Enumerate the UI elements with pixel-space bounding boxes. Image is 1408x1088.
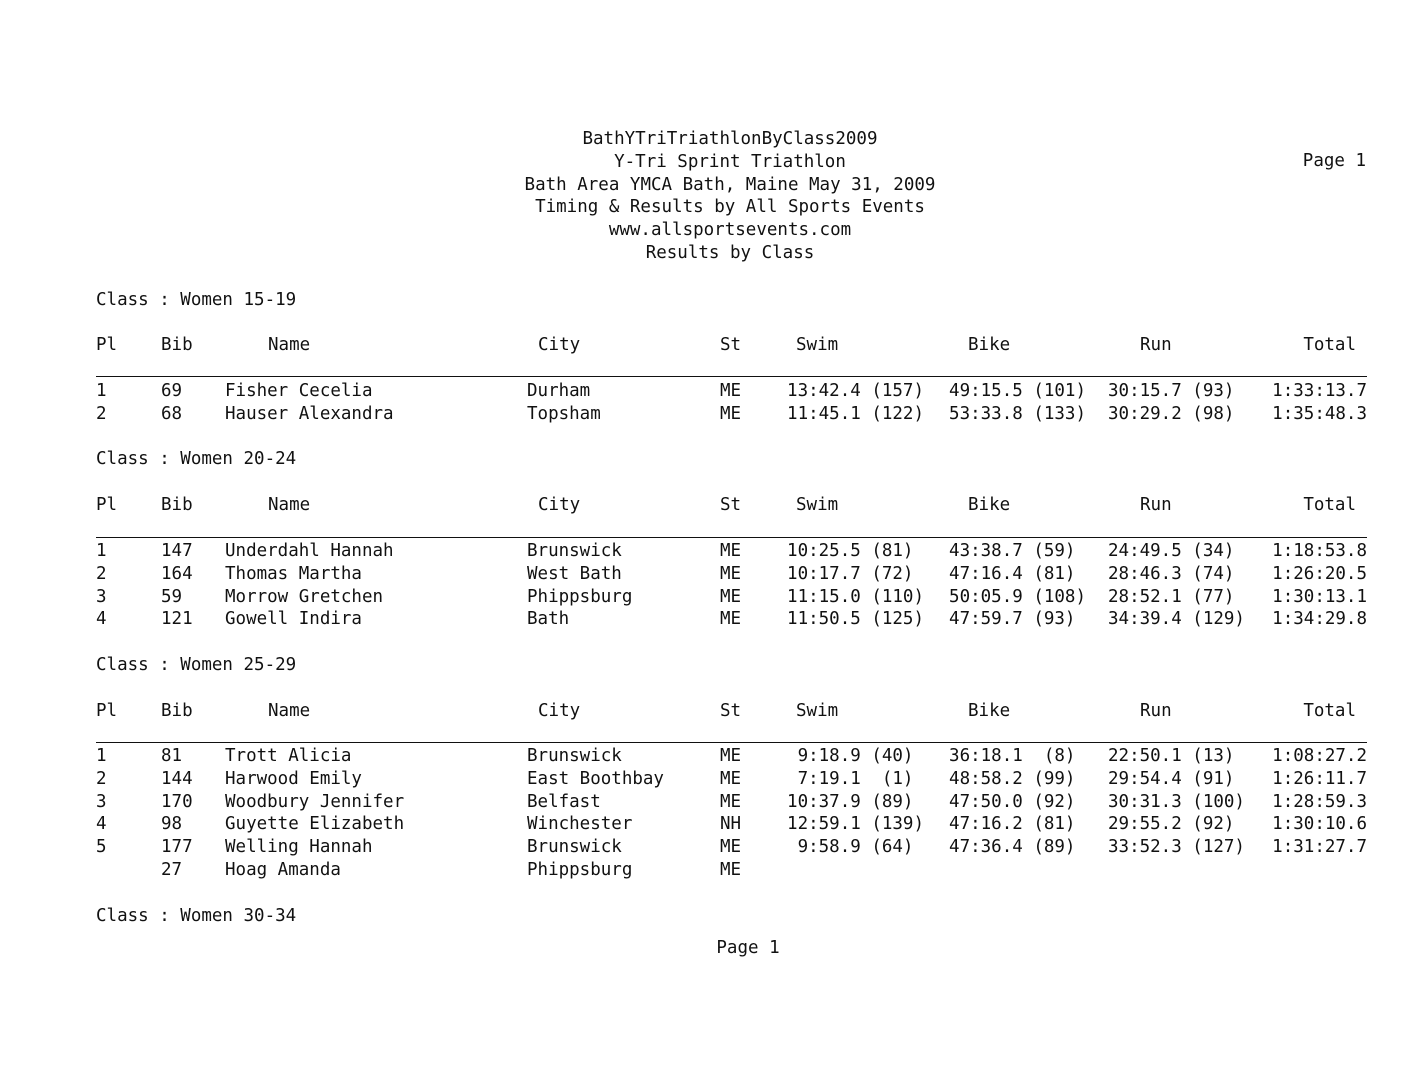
table-cell-pl: 1 bbox=[96, 746, 107, 766]
table-cell-run: 28:52.1 (77) bbox=[1108, 586, 1235, 607]
table-cell-run: 30:29.2 (98) bbox=[1108, 403, 1235, 424]
table-cell-city: Phippsburg bbox=[527, 860, 633, 880]
table-cell-run: 29:54.4 (91) bbox=[1108, 768, 1235, 789]
header-rule bbox=[96, 376, 1367, 377]
column-header-run: Run bbox=[1140, 495, 1172, 515]
table-cell-st: ME bbox=[720, 563, 742, 584]
table-cell-bike: 48:58.2 (99) bbox=[949, 768, 1086, 789]
report-header bbox=[430, 128, 1030, 265]
table-cell-bike: 43:38.7 (59) bbox=[949, 541, 1086, 561]
column-header-total: Total bbox=[1303, 335, 1356, 355]
table-cell-name: Fisher Cecelia bbox=[225, 381, 373, 401]
table-cell-name: Hoag Amanda bbox=[225, 860, 341, 880]
table-cell-bib: 164 bbox=[161, 563, 193, 584]
table-cell-swim: 10:25.5 (81) bbox=[787, 541, 924, 561]
table-cell-city: Brunswick bbox=[527, 746, 622, 766]
table-cell-pl: 3 bbox=[96, 586, 107, 607]
table-cell-name: Woodbury Jennifer bbox=[225, 791, 405, 812]
table-cell-swim: 9:18.9 (40) bbox=[797, 746, 924, 766]
table-cell-name: Morrow Gretchen bbox=[225, 586, 384, 607]
column-header-run: Run bbox=[1140, 335, 1172, 355]
table-cell-bib: 69 bbox=[161, 381, 183, 401]
table-cell-bib: 170 bbox=[161, 791, 193, 812]
table-cell-run: 24:49.5 (34) bbox=[1108, 541, 1235, 561]
table-cell-name: Welling Hannah bbox=[225, 837, 373, 858]
table-cell-city: Brunswick bbox=[527, 541, 622, 561]
table-cell-st: ME bbox=[720, 381, 742, 401]
table-cell-st: ME bbox=[720, 541, 742, 561]
column-header-bib: Bib bbox=[161, 701, 193, 721]
column-header-total: Total bbox=[1303, 701, 1356, 721]
page-number-footer: Page 1 bbox=[716, 938, 780, 958]
column-header-run: Run bbox=[1140, 701, 1172, 721]
column-header-name: Name bbox=[268, 701, 311, 721]
timing-credit: Timing & Results by All Sports Events bbox=[535, 197, 925, 218]
column-header-city: City bbox=[538, 495, 581, 515]
column-header-city: City bbox=[538, 335, 581, 355]
table-cell-swim: 11:45.1 (122) bbox=[787, 403, 924, 424]
table-cell-bike: 47:50.0 (92) bbox=[949, 791, 1086, 812]
table-cell-bib: 144 bbox=[161, 768, 193, 789]
table-cell-st: NH bbox=[720, 814, 742, 835]
class-title: Class : Women 30-34 bbox=[96, 906, 297, 926]
event-name: Y-Tri Sprint Triathlon bbox=[614, 151, 846, 172]
table-cell-name: Gowell Indira bbox=[225, 609, 362, 630]
table-cell-run: 30:15.7 (93) bbox=[1108, 381, 1235, 401]
table-cell-bib: 147 bbox=[161, 541, 193, 561]
table-cell-bike: 47:16.2 (81) bbox=[949, 814, 1086, 835]
table-cell-pl: 4 bbox=[96, 814, 107, 835]
table-cell-total: 1:26:11.7 bbox=[1272, 768, 1367, 789]
column-header-st: St bbox=[720, 495, 742, 515]
table-cell-total: 1:08:27.2 bbox=[1272, 746, 1367, 766]
column-header-total: Total bbox=[1303, 495, 1356, 515]
column-header-st: St bbox=[720, 701, 742, 721]
report-subtitle: Results by Class bbox=[645, 242, 815, 263]
table-cell-total: 1:33:13.7 bbox=[1272, 381, 1367, 401]
table-cell-city: Belfast bbox=[527, 791, 601, 812]
table-cell-swim: 11:50.5 (125) bbox=[787, 609, 924, 630]
table-cell-name: Trott Alicia bbox=[225, 746, 352, 766]
table-cell-bike: 47:16.4 (81) bbox=[949, 563, 1086, 584]
table-cell-total: 1:26:20.5 bbox=[1272, 563, 1367, 584]
table-cell-pl: 1 bbox=[96, 541, 107, 561]
report-title: BathYTriTriathlonByClass2009 bbox=[582, 129, 878, 149]
table-cell-total: 1:18:53.8 bbox=[1272, 541, 1367, 561]
table-cell-st: ME bbox=[720, 768, 742, 789]
table-cell-bib: 177 bbox=[161, 837, 193, 858]
table-cell-city: Topsham bbox=[527, 403, 601, 424]
table-cell-city: Winchester bbox=[527, 814, 633, 835]
table-cell-swim: 9:58.9 (64) bbox=[797, 837, 924, 858]
column-header-swim: Swim bbox=[796, 335, 839, 355]
table-cell-total: 1:31:27.7 bbox=[1272, 837, 1367, 858]
table-cell-run: 33:52.3 (127) bbox=[1108, 837, 1245, 858]
column-header-city: City bbox=[538, 701, 581, 721]
table-cell-city: Durham bbox=[527, 381, 591, 401]
table-cell-city: West Bath bbox=[527, 563, 622, 584]
table-cell-bike: 47:36.4 (89) bbox=[949, 837, 1086, 858]
table-cell-run: 22:50.1 (13) bbox=[1108, 746, 1235, 766]
table-cell-name: Thomas Martha bbox=[225, 563, 362, 584]
class-title: Class : Women 20-24 bbox=[96, 449, 297, 469]
column-header-swim: Swim bbox=[796, 495, 839, 515]
column-header-st: St bbox=[720, 335, 742, 355]
table-cell-bike: 53:33.8 (133) bbox=[949, 403, 1086, 424]
column-header-bike: Bike bbox=[968, 495, 1011, 515]
table-cell-run: 29:55.2 (92) bbox=[1108, 814, 1235, 835]
column-header-name: Name bbox=[268, 495, 311, 515]
table-cell-total: 1:30:10.6 bbox=[1272, 814, 1367, 835]
table-cell-bib: 121 bbox=[161, 609, 193, 630]
table-cell-name: Underdahl Hannah bbox=[225, 541, 394, 561]
table-cell-st: ME bbox=[720, 860, 742, 880]
table-cell-city: Phippsburg bbox=[527, 586, 633, 607]
table-cell-bike: 49:15.5 (101) bbox=[949, 381, 1086, 401]
column-header-pl: Pl bbox=[96, 495, 118, 515]
column-header-bib: Bib bbox=[161, 495, 193, 515]
column-header-pl: Pl bbox=[96, 701, 118, 721]
table-cell-st: ME bbox=[720, 791, 742, 812]
page-number-top: Page 1 bbox=[1302, 151, 1366, 171]
table-cell-bib: 27 bbox=[161, 860, 183, 880]
event-location-date: Bath Area YMCA Bath, Maine May 31, 2009 bbox=[524, 174, 936, 195]
table-cell-pl: 3 bbox=[96, 791, 107, 812]
table-cell-bib: 59 bbox=[161, 586, 183, 607]
website-link[interactable]: www.allsportsevents.com bbox=[608, 220, 852, 241]
table-cell-pl: 2 bbox=[96, 563, 107, 584]
table-cell-pl: 4 bbox=[96, 609, 107, 630]
table-cell-pl: 1 bbox=[96, 381, 107, 401]
table-cell-bib: 81 bbox=[161, 746, 183, 766]
column-header-name: Name bbox=[268, 335, 311, 355]
table-cell-run: 30:31.3 (100) bbox=[1108, 791, 1245, 812]
column-header-bike: Bike bbox=[968, 335, 1011, 355]
table-cell-name: Hauser Alexandra bbox=[225, 403, 394, 424]
table-cell-run: 34:39.4 (129) bbox=[1108, 609, 1245, 630]
table-cell-run: 28:46.3 (74) bbox=[1108, 563, 1235, 584]
class-title: Class : Women 25-29 bbox=[96, 655, 297, 675]
table-cell-st: ME bbox=[720, 609, 742, 630]
table-cell-st: ME bbox=[720, 837, 742, 858]
table-cell-swim: 7:19.1 (1) bbox=[797, 768, 924, 789]
table-cell-st: ME bbox=[720, 403, 742, 424]
table-cell-st: ME bbox=[720, 746, 742, 766]
column-header-bib: Bib bbox=[161, 335, 193, 355]
table-cell-pl: 2 bbox=[96, 403, 107, 424]
column-header-pl: Pl bbox=[96, 335, 118, 355]
table-cell-bike: 36:18.1 (8) bbox=[949, 746, 1086, 766]
column-header-bike: Bike bbox=[968, 701, 1011, 721]
table-cell-pl: 5 bbox=[96, 837, 107, 858]
table-cell-pl: 2 bbox=[96, 768, 107, 789]
table-cell-total: 1:35:48.3 bbox=[1272, 403, 1367, 424]
header-rule bbox=[96, 742, 1367, 743]
table-cell-total: 1:28:59.3 bbox=[1272, 791, 1367, 812]
table-cell-bib: 68 bbox=[161, 403, 183, 424]
table-cell-total: 1:34:29.8 bbox=[1272, 609, 1367, 630]
table-cell-total: 1:30:13.1 bbox=[1272, 586, 1367, 607]
table-cell-bike: 50:05.9 (108) bbox=[949, 586, 1086, 607]
table-cell-swim: 10:37.9 (89) bbox=[787, 791, 924, 812]
table-cell-bib: 98 bbox=[161, 814, 183, 835]
table-cell-swim: 10:17.7 (72) bbox=[787, 563, 924, 584]
table-cell-bike: 47:59.7 (93) bbox=[949, 609, 1086, 630]
column-header-swim: Swim bbox=[796, 701, 839, 721]
class-title: Class : Women 15-19 bbox=[96, 290, 297, 310]
table-cell-city: Brunswick bbox=[527, 837, 622, 858]
table-cell-swim: 12:59.1 (139) bbox=[787, 814, 924, 835]
table-cell-city: East Boothbay bbox=[527, 768, 664, 789]
table-cell-st: ME bbox=[720, 586, 742, 607]
table-cell-swim: 13:42.4 (157) bbox=[787, 381, 924, 401]
header-rule bbox=[96, 537, 1367, 538]
table-cell-name: Harwood Emily bbox=[225, 768, 362, 789]
table-cell-city: Bath bbox=[527, 609, 570, 630]
table-cell-name: Guyette Elizabeth bbox=[225, 814, 405, 835]
table-cell-swim: 11:15.0 (110) bbox=[787, 586, 924, 607]
